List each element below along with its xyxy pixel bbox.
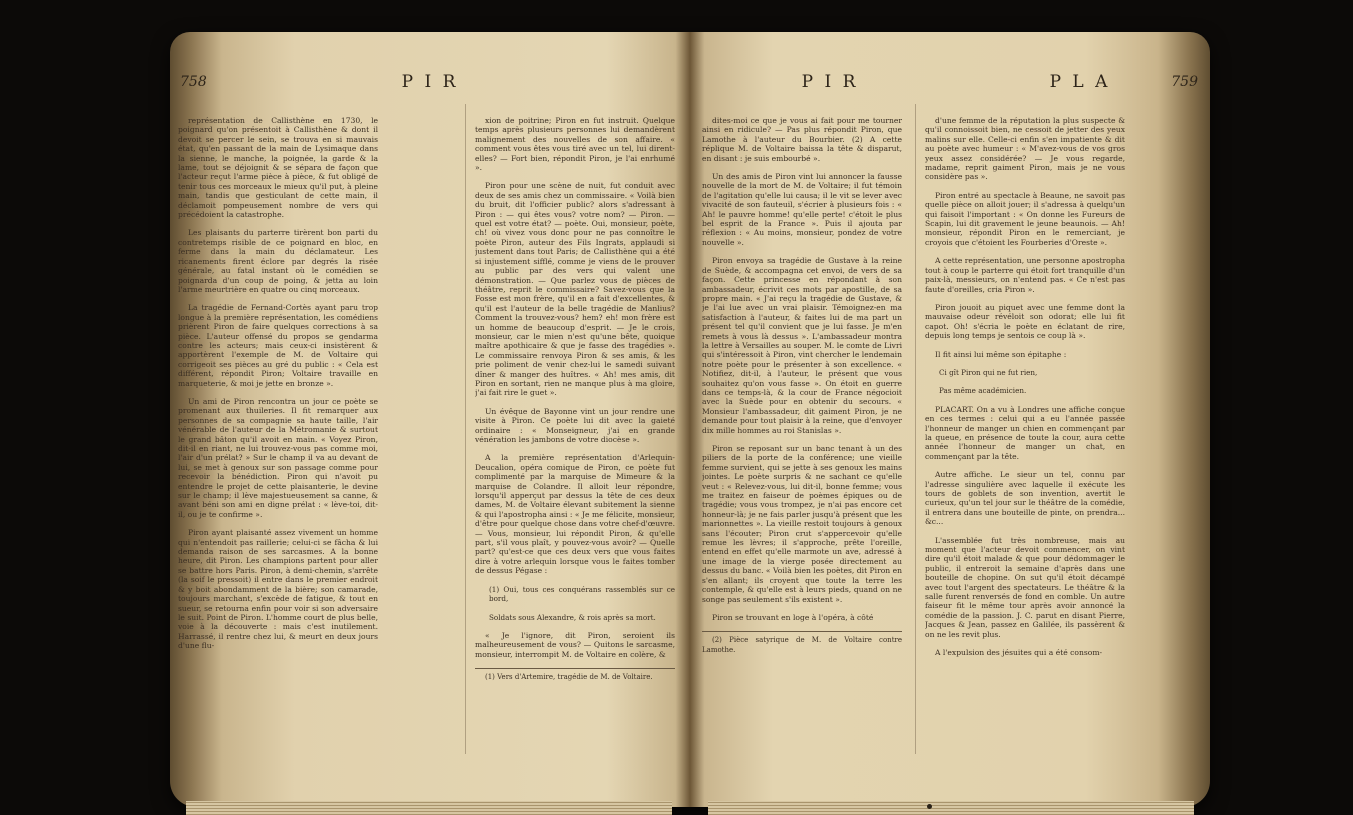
right-column-1: [702, 116, 902, 756]
paragraph: Autre affiche. Le sieur un tel, connu par l'adresse singulière avec laquelle il exécute les tours de goblets de son invention, avertit le curieux, qu'un tel jour sur le théâtre de la comédie, il entrera dans une bouteille de pinte, on prendra... &c...: [925, 470, 1125, 527]
paragraph: Piron ayant plaisanté assez vivement un homme qui n'entendoit pas raillerie; celui-ci se fâcha & lui demanda raison de ses sarcasmes. A la bonne heure, dit Piron. Les champions partent pour aller se battre hors Paris. Piron, à demi-chemin, s'arrête (la soif le pressoit) il entre dans le premier endroit & y boit abondamment de la bière; son camarade, toujours marchant, s'excède de fatigue, & tout en sueur, se retourna enfin pour voir si son adversaire le suit. Point de Piron. L'homme court de plus belle, voie à la découverte : mais c'est inutilement. Harrassé, il rentre chez lui, & meurt en deux jours d'une flu-: [178, 528, 378, 651]
paragraph: Piron jouoit au piquet avec une femme dont la mauvaise odeur révéloit son odorat; elle lui fit capot. Oh! s'écria le poète en éclatant de rire, depuis long temps je sentois ce coup là ».: [925, 302, 1125, 341]
paragraph: (1) Oui, tous ces conquérans rassemblés sur ce bord,: [489, 584, 675, 604]
paragraph: (2) Pièce satyrique de M. de Voltaire contre Lamothe.: [702, 631, 902, 655]
right-page: [690, 32, 1210, 807]
paragraph: A la première représentation d'Arlequin-Deucalion, opéra comique de Piron, ce poète fut complimenté par la marquise de Mimeure & la marquise de Colandre. Il alloit leur répondre, lorsqu'il apperçut par dessus la tête de ces deux dames, M. de Voltaire élevant subitement la sienne & qui l'apostropha ainsi : « Je me félicite, monsieur, d'être pour quelque chose dans votre chef-d'œuvre. — Vous, monsieur, lui répondit Piron, & qu'elle part, s'il vous plaît, y pouvez-vous avoir? — Quelle part? qu'est-ce que ces deux vers que vous faites dire à votre arlequin lorsque vous le faites tomber de dessus Pégase :: [475, 453, 675, 576]
left-column-2: [475, 116, 675, 756]
page-dot: [927, 804, 932, 809]
paragraph: xion de poitrine; Piron en fut instruit. Quelque temps après plusieurs personnes lui demandèrent malignement des nouvelles de son affaire. « comment vous êtes vous tiré avec un tel, lui dirent-elles? — Fort bien, répondit Piron, je l'ai enrhumé ».: [475, 116, 675, 173]
paragraph: Piron pour une scène de nuit, fut conduit avec deux de ses amis chez un commissaire. « Voilà bien du bruit, dit l'officier public? alors s'adressant à Piron : — qui êtes vous? votre nom? — Piron. — quel est votre état? — poète. Oui, monsieur, poète, ch! où vivez vous donc pour ne pas connoître le poète Piron, auteur des Fils Ingrats, applaudi si justement dans tout Paris; de Callisthène qui a été si injustement sifflé, comme je viens de le prouver au public par des vers qui valent une démonstration. — Que parlez vous de pièces de théâtre, reprit le commissaire? Savez-vous que la Fosse est mon frère, qu'il en a fait d'excellentes, & qu'il est l'auteur de la belle tragédie de Manlius? Comment la trouvez-vous? hem? eh! mon frère est un homme de beaucoup d'esprit. — Je le crois, monsieur, car le mien n'est qu'une bête, quoique maître apothicaire & que je fasse des tragédies ». Le commissaire renvoya Piron & ses amis, & les prie poliment de venir chez-lui le samedi suivant dîner & manger des huîtres. « Ah! mes amis, dit Piron en sortant, rien ne manque plus à ma gloire, j'ai fait rire le guet ».: [475, 181, 675, 398]
paragraph: PLACART. On a vu à Londres une affiche conçue en ces termes : celui qui a eu l'année passée l'honneur de manger un chien en commençant par la queue, en présence de toute la cour, aura cette année l'honneur de manger un chat, en commençant par la tête.: [925, 404, 1125, 461]
paragraph: A cette représentation, une personne apostropha tout à coup le parterre qui étoit fort tranquille d'un paix-là, messieurs, on n'entend pas. « Ce n'est pas faute d'oreilles, cria Piron ».: [925, 256, 1125, 294]
paragraph: « Je l'ignore, dit Piron, seroient ils malheureusement de vous? — Quitons le sarcasme, monsieur, interrompit M. de Voltaire en colère, &: [475, 630, 675, 659]
paragraph: Un ami de Piron rencontra un jour ce poète se promenant aux thuileries. Il fit remarquer aux personnes de sa compagnie sa haute taille, l'air vénérable de l'auteur de la Métromanie & surtout le grand bâton qu'il avoit en main. « Voyez Piron, dit-il en riant, ne lui trouvez-vous pas comme moi, l'air d'un prélat? » Sur le champ il va au devant de lui, se met à genoux sur son passage comme pour recevoir la bénédiction. Piron qui n'avoit pu entendre le projet de cette plaisanterie, le devine sur le champ; il lève majestueusement sa canne, & avant béni son ami en digne prélat : « lève-toi, dit-il, ou je te confirme ».: [178, 396, 378, 519]
paragraph: Piron entré au spectacle à Beaune, ne savoit pas quelle pièce on alloit jouer; il s'adressa à quelqu'un qui faisoit l'important : « On donne les Fureurs de Scapin, lui dit gravement le jeune beaunois. — Ah! monsieur, répondit Piron en le remerciant, je croyois que c'étoient les Fourberies d'Oreste ».: [925, 190, 1125, 247]
paragraph: Les plaisants du parterre tirèrent bon parti du contretemps risible de ce poignard en bloc, en ferme dans la main du déclamateur. Les ricanements firent éclore par degrés la risée générale, au fatal instant où le comédien se poignarda d'un coup de poing, & jetta au loin l'arme meurtrière en quatre ou cinq morceaux.: [178, 228, 378, 294]
paragraph: Un évêque de Bayonne vint un jour rendre une visite à Piron. Ce poète lui dit avec la gaieté ordinaire : « Monseigneur, j'ai en grande vénération les jambons de votre diocèse ».: [475, 406, 675, 444]
paragraph: Il fit ainsi lui même son épitaphe :: [935, 349, 1067, 359]
right-head-title-left: P I R: [801, 72, 859, 92]
paragraph: La tragédie de Fernand-Cortès ayant paru trop longue à la première représentation, les comédiens prièrent Piron de faire quelques corrections à sa pièce. L'auteur offensé du propos se gendarma contre les acteurs; mais ceux-ci insistèrent & apportèrent l'exemple de M. de Voltaire qui corrigeoit ses pièces au gré du public : « Cela est différent, répondit Piron; Voltaire travaille en marqueterie, & moi je jette en bronze ».: [178, 303, 378, 388]
open-book: [170, 32, 1210, 807]
paragraph: L'assemblée fut très nombreuse, mais au moment que l'acteur devoit commencer, on vint dire qu'il étoit malade & que pour dédommager le public, il entreroit la semaine d'après dans une bouteille de chopine. On sut qu'il étoit décampé avec tout l'argent des spectateurs. Le théâtre & la salle furent renversés de fond en comble. Un autre faiseur fit le même tour après avoir annoncé la comédie de la passion. J. C. parut en disant Pierre, Jacques & Jean, passez en Galilée, ils passèrent & on ne les revit plus.: [925, 535, 1125, 639]
right-running-head: [690, 72, 1210, 94]
paragraph: Un des amis de Piron vint lui annoncer la fausse nouvelle de la mort de M. de Voltaire; il fut témoin de l'agitation qu'elle lui causa; il le vit se lever avec vivacité de son fauteuil, s'écrier à plusieurs fois : « Ah! le pauvre homme! qu'elle perte! c'étoit le plus bel esprit de la France ». Puis il ajouta par réflexion : « Au moins, monsieur, pondez de votre nouvelle ».: [702, 172, 902, 247]
left-head-title: P I R: [401, 72, 459, 92]
paragraph: dites-moi ce que je vous ai fait pour me tourner ainsi en ridicule? — Pas plus répondit Piron, que Lamothe à l'auteur du Bourbier. (2) A cette réplique M. de Voltaire baissa la tête & disparut, en disant : je suis embourbé ».: [702, 116, 902, 163]
left-page: [170, 32, 690, 807]
paragraph: représentation de Callisthène en 1730, le poignard qu'on présentoit à Callisthène & dont il devoit se percer le sein, se trouva en si mauvais état, qu'en passant de la main de Lysimaque dans la sienne, le manche, la poignée, la garde & la lame, tout se déjoignit & se sépara de façon que l'acteur reçut l'arme pièce à pièce, & fut obligé de tenir tous ces morceaux le mieux qu'il put, à pleine main, tandis que gesticulant de cette main, il déclamoit pompeusement nombre de vers qui précédoient la catastrophe.: [178, 116, 378, 220]
paragraph: Piron envoya sa tragédie de Gustave à la reine de Suède, & accompagna cet envoi, de vers de sa façon. Cette princesse en répondant à son ambassadeur, écrivit ces mots par apostille, de sa propre main. « J'ai reçu la tragédie de Gustave, & je l'ai lue avec un vrai plaisir. Témoignez-en ma satisfaction à l'auteur, & faites lui de ma part un présent tel qu'il convient que je lui fasse. Je m'en remets à vous là dessus ». L'ambassadeur montra la lettre à Versailles au souper. M. le comte de Livri qui s'intéressoit à Piron, vint chercher le lendemain notre poète pour le présenter à son excellence. « Notifiez, dit-il, à l'auteur, le présent que vous souhaitez qu'on vous fasse ». On étoit en guerre dans ce temps-là, & la cour de France négocioit avec la Suède pour en obtenir du secours. « Monsieur l'ambassadeur, dit gaiment Piron, je ne demande pour tout plaisir à la reine, que d'envoyer dix mille hommes au roi Stanislas ».: [702, 256, 902, 435]
right-column-2: [925, 116, 1125, 756]
paragraph: Piron se reposant sur un banc tenant à un des piliers de la porte de la conférence; une vieille femme survient, qui se jette à ses genoux les mains jointes. Le poète surpris & ne sachant ce qu'elle veut : « Relevez-vous, lui dit-il, bonne femme; vous me traitez en faiseur de poèmes épiques ou de tragédie; vous vous trompez, je n'ai pas encore cet honneur-là; je ne fais parler jusqu'à présent que les marionnettes ». La vieille restoit toujours à genoux sans l'écouter; Piron crut s'appercevoir qu'elle remue les lèvres; il s'approche, prête l'oreille, entend en effet qu'elle marmote un ave, adressé à une image de la vierge posée directement au dessus du banc. « Voilà bien les poètes, dit Piron en s'en allant; ils croyent que toute la terre les contemple, & qu'elle est à leurs pieds, quand on ne songe pas seulement s'ils existent ».: [702, 444, 902, 604]
paragraph: d'une femme de la réputation la plus suspecte & qu'il connoissoit bien, ne cessoit de jetter des yeux malins sur elle. Celle-ci enfin s'en impatiente & dit au poète avec humeur : « M'avez-vous de vos gros yeux assez considérée? — Je vous regarde, madame, reprit gaiment Piron, mais je ne vous considère pas ».: [925, 116, 1125, 182]
left-page-number: 758: [180, 74, 207, 90]
paragraph: A l'expulsion des jésuites qui a été consom-: [935, 648, 1103, 658]
right-head-title-right: P L A: [1049, 72, 1111, 92]
column-rule: [915, 104, 916, 754]
paragraph: Pas même académicien.: [939, 386, 1027, 396]
left-column-1: [178, 116, 378, 756]
paragraph: (1) Vers d'Artemire, tragédie de M. de Voltaire.: [475, 668, 675, 682]
paragraph: Soldats sous Alexandre, & rois après sa mort.: [489, 612, 656, 622]
paragraph: Piron se trouvant en loge à l'opéra, à côté: [712, 612, 874, 622]
right-page-number: 759: [1171, 74, 1198, 90]
paragraph: Ci gît Piron qui ne fut rien,: [939, 367, 1038, 377]
column-rule: [465, 104, 466, 754]
